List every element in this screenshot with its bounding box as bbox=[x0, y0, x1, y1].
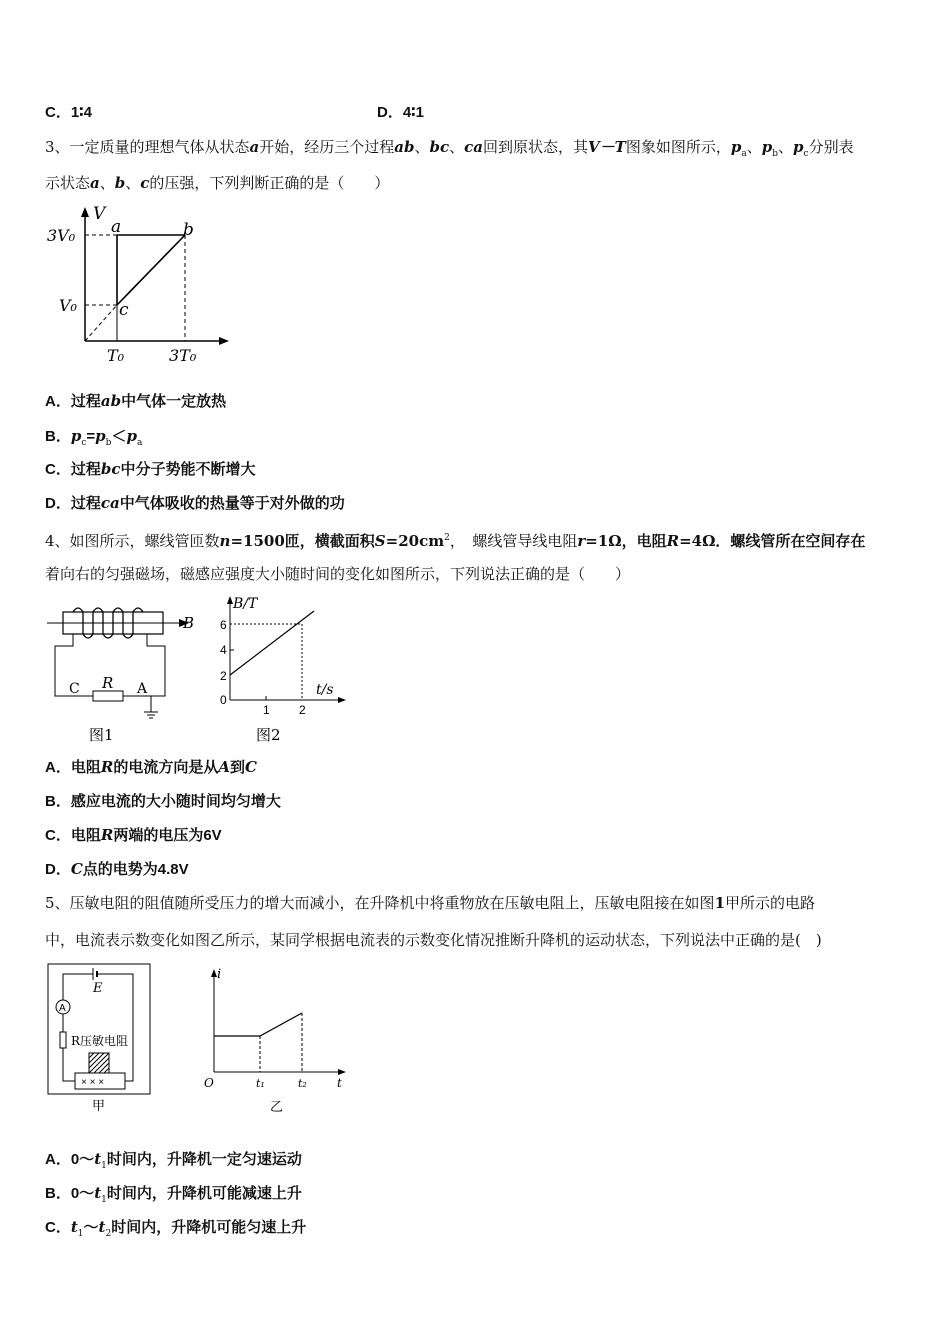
fig1-caption: 图1 bbox=[89, 726, 114, 744]
tick-v0: V₀ bbox=[59, 296, 77, 315]
fig1-c-label: C bbox=[69, 681, 80, 697]
tick-x2: 2 bbox=[299, 703, 306, 717]
tick-t2: t₂ bbox=[298, 1077, 307, 1090]
prev-option-c: C．1∶4 bbox=[45, 104, 92, 121]
fig1-r-label: R bbox=[102, 674, 114, 692]
q4-option-b: B．感应电流的大小随时间均匀增大 bbox=[45, 793, 281, 810]
ammeter-a-label: A bbox=[59, 1003, 66, 1014]
platform-marks: × × × bbox=[81, 1077, 105, 1088]
q5-stem-line2: 中，电流表示数变化如图乙所示，某同学根据电流表的示数变化情况推断升降机的运动状态，下列说法中正确的是( ) bbox=[45, 931, 822, 949]
q5-option-a: A．$0\sim t_1$时间内，升降机一定匀速运动 bbox=[45, 1150, 302, 1171]
fig2-caption-yi: 乙 bbox=[270, 1100, 284, 1115]
axis-t-label: t bbox=[337, 1076, 342, 1090]
point-a-label: a bbox=[111, 217, 122, 237]
fig2-ylabel: B/T bbox=[233, 596, 258, 612]
battery-e-label: E bbox=[93, 981, 103, 996]
tick-6: 6 bbox=[220, 618, 227, 632]
q5-option-b: B．$0\sim t_1$时间内，升降机可能减速上升 bbox=[45, 1184, 302, 1205]
q4-fig1-solenoid bbox=[45, 598, 205, 746]
q5-stem-line1: 5、压敏电阻的阻值随所受压力的增大而减小，在升降机中将重物放在压敏电阻上，压敏电阻接在如图1甲所示的电路 bbox=[45, 894, 816, 912]
tick-4: 4 bbox=[220, 643, 227, 657]
axis-i-label: i bbox=[217, 967, 222, 982]
q3-option-c: C．过程bc中分子势能不断增大 bbox=[45, 460, 256, 478]
q3-stem-line1: 3、一定质量的理想气体从状态a开始，经历三个过程ab、bc、ca回到原状态，其V－T图象如图所示，$p_a$、$p_b$、$p_c$分别表 bbox=[45, 138, 854, 159]
tick-3t0: 3T₀ bbox=[169, 346, 197, 365]
point-c-label: c bbox=[119, 300, 129, 320]
q4-option-c: C．电阻R两端的电压为6V bbox=[45, 826, 222, 844]
q3-option-d: D．过程ca中气体吸收的热量等于对外做的功 bbox=[45, 494, 345, 512]
tick-t1: t₁ bbox=[256, 1077, 265, 1090]
fig1-b-label: B bbox=[183, 614, 195, 632]
tick-2: 2 bbox=[220, 669, 227, 683]
q4-option-d: D．C点的电势为4.8V bbox=[45, 860, 189, 878]
prev-option-d: D．4∶1 bbox=[377, 104, 424, 121]
pressure-resistor-label: R压敏电阻 bbox=[71, 1034, 129, 1048]
point-b-label: b bbox=[183, 220, 194, 240]
tick-3v0: 3V₀ bbox=[47, 226, 76, 245]
axis-v-label: V bbox=[93, 205, 106, 224]
tick-origin: 0 bbox=[220, 693, 227, 707]
q4-stem-line2: 着向右的匀强磁场，磁感应强度大小随时间的变化如图所示，下列说法正确的是（ ） bbox=[45, 565, 631, 583]
fig2-xlabel: t/s bbox=[316, 682, 334, 698]
q4-option-a: A．电阻R的电流方向是从A到C bbox=[45, 758, 257, 776]
q5-fig2-it-graph bbox=[200, 965, 350, 1115]
q3-stem-line2: 示状态a、b、c的压强，下列判断正确的是（ ） bbox=[45, 174, 390, 192]
fig1-a-label: A bbox=[137, 681, 148, 697]
fig1-caption-jia: 甲 bbox=[92, 1099, 106, 1114]
fig2-caption: 图2 bbox=[256, 726, 281, 744]
q5-option-c: C．$t_1\sim t_2$时间内，升降机可能匀速上升 bbox=[45, 1218, 307, 1239]
tick-t0: T₀ bbox=[107, 346, 125, 365]
q3-option-b: B．$p_c=p_b<p_a$ bbox=[45, 427, 143, 448]
q3-option-a: A．过程ab中气体一定放热 bbox=[45, 392, 227, 410]
q4-fig2-bt-graph bbox=[212, 592, 352, 746]
tick-x1: 1 bbox=[263, 703, 270, 717]
q5-fig1-circuit bbox=[45, 960, 155, 1115]
q3-vt-graph bbox=[45, 205, 235, 370]
q4-stem-line1: 4、如图所示，螺线管匝数n=1500匝，横截面积$S=20cm^2$， 螺线管导线电阻r=1Ω，电阻R=4Ω．螺线管所在空间存在 bbox=[45, 532, 866, 550]
origin-o-label: O bbox=[204, 1076, 214, 1090]
